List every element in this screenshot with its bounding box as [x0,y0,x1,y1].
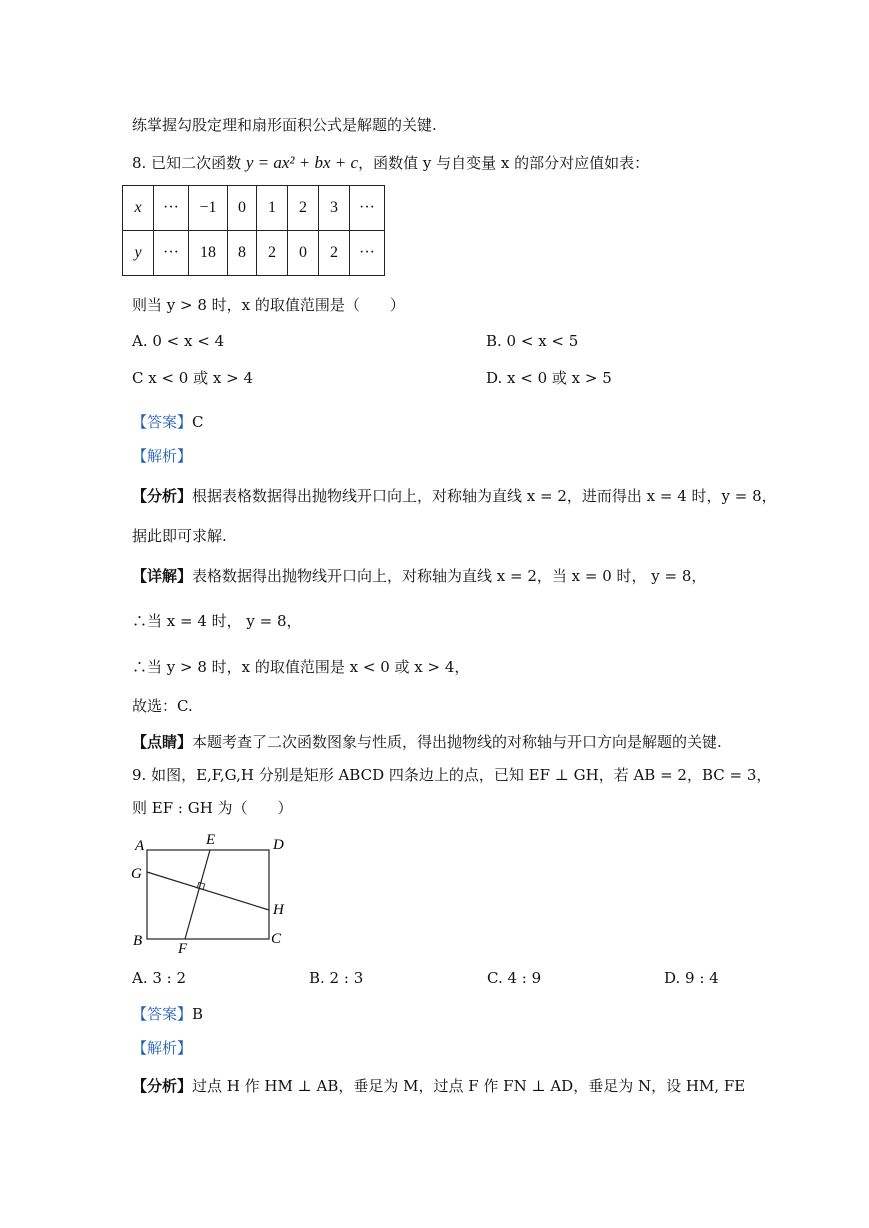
q8-xiangjie [132,565,706,586]
table-cell: ··· [350,231,385,276]
label-g: G [131,866,142,882]
answer-label: 【答案】 [132,413,193,431]
table-cell: 8 [228,231,257,276]
q8-option-b: B. 0 < x < 5 [486,332,579,350]
label-b: B [133,933,143,949]
q8-step-3: ∴当 y > 8 时，x 的取值范围是 x < 0 或 x > 4， [132,658,470,676]
dianjing-label: 【点睛】 [132,733,193,751]
q8-analysis-label: 【解析】 [132,447,193,465]
table-cell: 2 [257,231,288,276]
q9-stem: 9. 如图，E,F,G,H 分别是矩形 ABCD 四条边上的点，已知 EF ⊥ GH，若 AB = 2，BC = 3， [132,766,772,784]
q8-answer [132,411,204,432]
q8-fenxi-2: 据此即可求解. [132,527,227,545]
q9-analysis-label: 【解析】 [132,1039,193,1057]
table-cell: ··· [350,186,385,231]
q8-question: 则当 y > 8 时，x 的取值范围是（ ） [132,296,405,314]
q8-option-c: C x < 0 或 x > 4 [132,369,253,387]
segment-ef [185,850,210,939]
q9-stem-2: 则 EF : GH 为（ ） [132,799,293,817]
fenxi-text: 过点 H 作 HM ⊥ AB，垂足为 M，过点 F 作 FN ⊥ AD，垂足为 N，设 HM, FE [192,1077,746,1095]
answer-value: C [192,413,204,431]
q8-option-d: D. x < 0 或 x > 5 [486,369,612,387]
table-cell: 0 [228,186,257,231]
q8-option-a: A. 0 < x < 4 [132,332,225,350]
label-c: C [271,931,282,947]
fenxi-label: 【分析】 [132,1077,193,1095]
table-cell: 18 [189,231,228,276]
label-h: H [273,902,284,918]
q9-option-c: C. 4 : 9 [487,969,542,987]
q8-value-table [122,185,385,276]
table-cell: 3 [319,186,350,231]
q9-option-a: A. 3 : 2 [132,969,187,987]
q8-step-2: ∴当 x = 4 时， y = 8， [132,612,302,630]
q9-answer [132,1003,203,1024]
q9-rectangle-figure [125,828,295,958]
q8-stem-post: ，函数值 y 与自变量 x 的部分对应值如表： [358,154,650,172]
fenxi-label: 【分析】 [132,487,193,505]
table-cell: 1 [257,186,288,231]
q8-function: y = ax² + bx + c [245,153,359,172]
q8-stem [132,152,649,173]
q8-dianjing [132,731,722,752]
table-cell: x [123,186,154,231]
label-d: D [273,837,284,853]
xiangjie-label: 【详解】 [132,567,193,585]
table-cell: ··· [154,231,189,276]
q8-stem-pre: 8. 已知二次函数 [132,154,246,172]
table-cell: −1 [189,186,228,231]
q9-option-b: B. 2 : 3 [309,969,364,987]
table-cell: ··· [154,186,189,231]
label-f: F [178,941,188,957]
dianjing-text: 本题考查了二次函数图象与性质，得出抛物线的对称轴与开口方向是解题的关键. [192,733,722,751]
q9-fenxi [132,1075,745,1096]
xiangjie-text: 表格数据得出抛物线开口向上，对称轴为直线 x = 2，当 x = 0 时， y = 8， [192,567,707,585]
q8-fenxi [132,485,777,506]
table-row [123,186,385,231]
label-a: A [135,838,145,854]
table-cell: 0 [288,231,319,276]
q9-option-d: D. 9 : 4 [664,969,719,987]
table-cell: 2 [319,231,350,276]
table-cell: y [123,231,154,276]
table-cell: 2 [288,186,319,231]
answer-value: B [192,1005,204,1023]
label-e: E [206,832,216,848]
fenxi-text: 根据表格数据得出抛物线开口向上，对称轴为直线 x = 2，进而得出 x = 4 时，y = 8， [192,487,777,505]
segment-gh [147,872,269,910]
top-line: 练掌握勾股定理和扇形面积公式是解题的关键. [132,116,437,134]
q8-choose: 故选：C. [132,697,193,715]
rectangle-abcd [147,850,269,939]
answer-label: 【答案】 [132,1005,193,1023]
table-row [123,231,385,276]
